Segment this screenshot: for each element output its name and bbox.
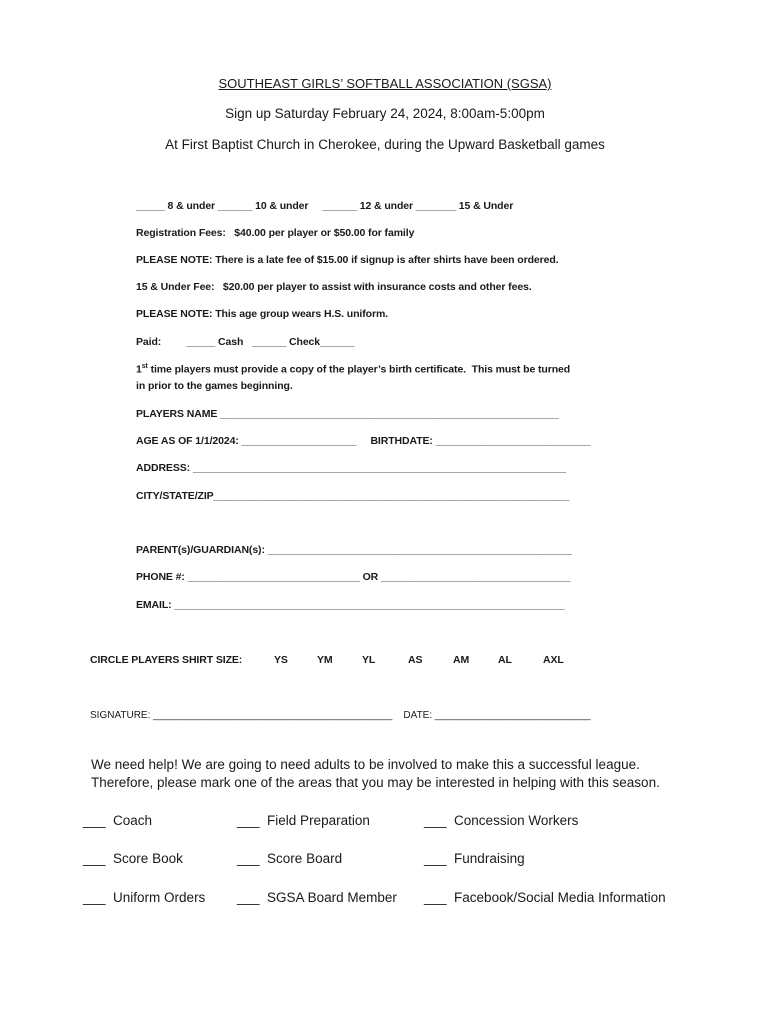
signup-date: Sign up Saturday February 24, 2024, 8:00am-5:00pm (225, 106, 545, 121)
shirt-size-as[interactable]: AS (408, 654, 423, 666)
registration-fees: Registration Fees: $40.00 per player or $50.00 for family (136, 227, 415, 239)
volunteer-concession-workers[interactable]: ___ Concession Workers (424, 813, 579, 828)
phone-field[interactable]: PHONE #: ______________________________ OR _________________________________ (136, 571, 571, 583)
fifteen-under-fee: 15 & Under Fee: $20.00 per player to assist with insurance costs and other fees. (136, 281, 532, 293)
players-name-field[interactable]: PLAYERS NAME ___________________________________________________________ (136, 408, 559, 420)
volunteer-score-book[interactable]: ___ Score Book (83, 851, 183, 866)
shirt-size-axl[interactable]: AXL (543, 654, 564, 666)
shirt-size-ys[interactable]: YS (274, 654, 288, 666)
late-fee-note: PLEASE NOTE: There is a late fee of $15.00 if signup is after shirts have been ordered. (136, 254, 559, 266)
birth-certificate-note: 1st time players must provide a copy of the player’s birth certificate. This must be turned (136, 363, 571, 376)
signature-date-field[interactable]: SIGNATURE: ___________________________________________ DATE: ____________________________ (90, 710, 591, 721)
shirt-size-label: CIRCLE PLAYERS SHIRT SIZE: (90, 654, 243, 666)
city-state-zip-field[interactable]: CITY/STATE/ZIP______________________________________________________________ (136, 490, 570, 502)
volunteer-uniform-orders[interactable]: ___ Uniform Orders (83, 890, 206, 905)
volunteer-field-preparation[interactable]: ___ Field Preparation (237, 813, 370, 828)
age-birthdate-field[interactable]: AGE AS OF 1/1/2024: ____________________ BIRTHDATE: ___________________________ (136, 435, 591, 447)
volunteer-coach[interactable]: ___ Coach (83, 813, 153, 828)
shirt-size-al[interactable]: AL (498, 654, 512, 666)
signup-location: At First Baptist Church in Cherokee, during the Upward Basketball games (165, 137, 605, 152)
volunteer-social-media[interactable]: ___ Facebook/Social Media Information (424, 890, 666, 905)
shirt-size-ym[interactable]: YM (317, 654, 333, 666)
parent-guardian-field[interactable]: PARENT(s)/GUARDIAN(s): _____________________________________________________ (136, 544, 572, 556)
help-text-line1: We need help! We are going to need adults to be involved to make this a successful league. (91, 757, 640, 772)
shirt-size-yl[interactable]: YL (362, 654, 376, 666)
birth-certificate-note-cont: in prior to the games beginning. (136, 380, 293, 392)
paid-options[interactable]: Paid: _____ Cash ______ Check______ (136, 336, 355, 348)
address-field[interactable]: ADDRESS: _________________________________________________________________ (136, 462, 566, 474)
volunteer-board-member[interactable]: ___ SGSA Board Member (237, 890, 397, 905)
email-field[interactable]: EMAIL: ____________________________________________________________________ (136, 599, 565, 611)
volunteer-fundraising[interactable]: ___ Fundraising (424, 851, 525, 866)
uniform-note: PLEASE NOTE: This age group wears H.S. uniform. (136, 308, 389, 320)
age-group-options[interactable]: _____ 8 & under ______ 10 & under ______ 12 & under _______ 15 & Under (136, 200, 514, 212)
help-text-line2: Therefore, please mark one of the areas that you may be interested in helping with this season. (91, 775, 660, 790)
form-title: SOUTHEAST GIRLS’ SOFTBALL ASSOCIATION (SGSA) (218, 76, 552, 91)
volunteer-score-board[interactable]: ___ Score Board (237, 851, 343, 866)
shirt-size-am[interactable]: AM (453, 654, 470, 666)
